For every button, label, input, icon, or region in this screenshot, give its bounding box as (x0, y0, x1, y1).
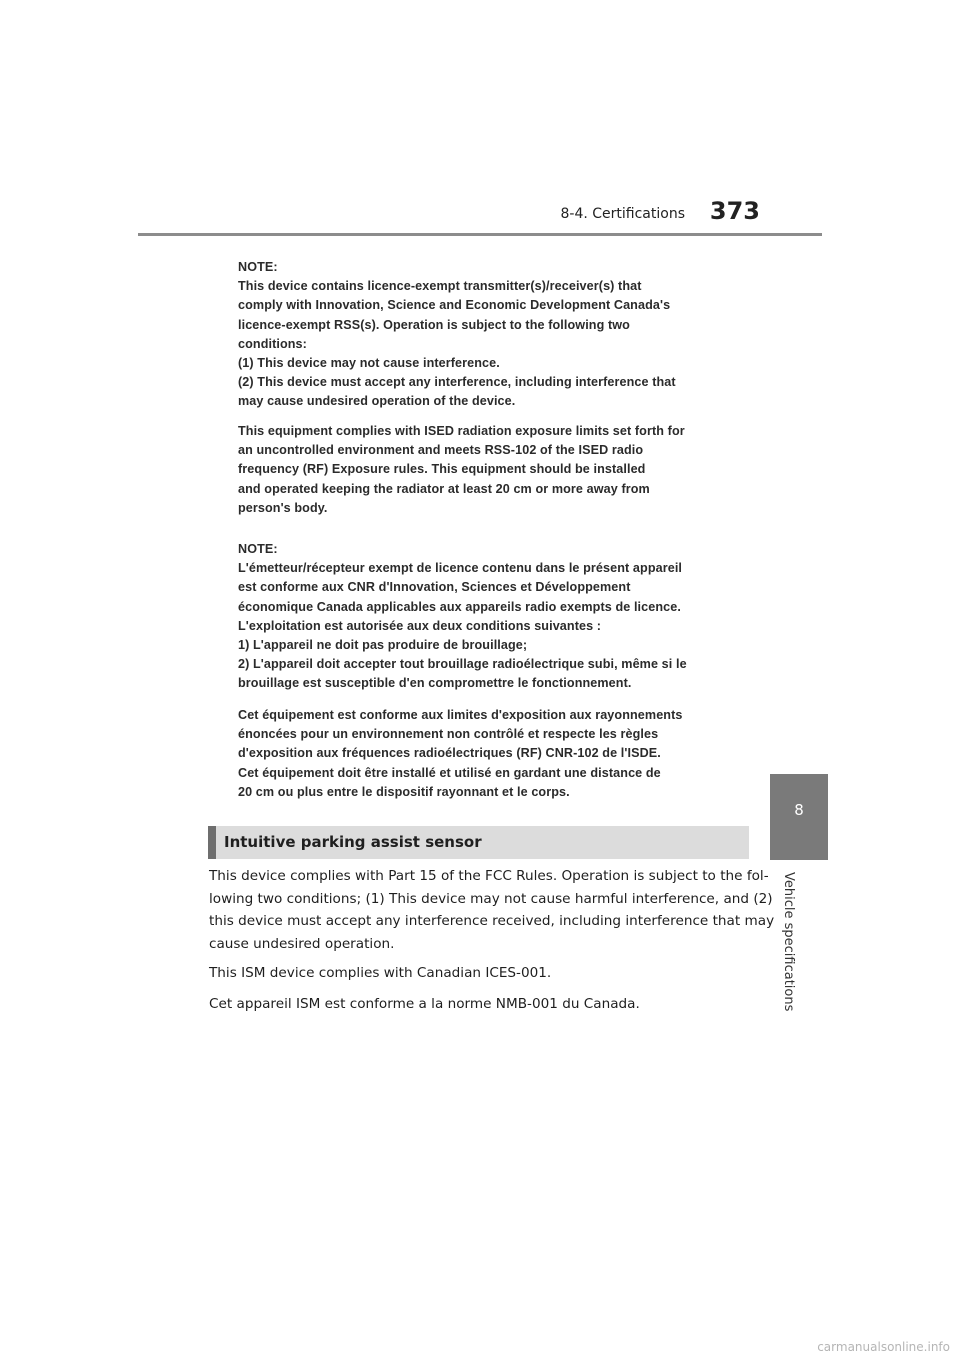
text-line: (1) This device may not cause interference. (238, 356, 500, 371)
french-rf-block (238, 706, 682, 802)
text-line: this device must accept any interference received, including interference that may (209, 913, 775, 929)
chapter-tab-number: 8 (794, 801, 804, 819)
chapter-label: Vehicle specifications (781, 872, 796, 1012)
page-number: 373 (709, 197, 760, 225)
text-line: may cause undesired operation of the device. (238, 394, 516, 409)
text-line: conditions: (238, 336, 307, 351)
text-line: 2) L'appareil doit accepter tout brouillage radioélectrique subi, même si le (238, 657, 687, 672)
text-line: 1) L'appareil ne doit pas produire de brouillage; (238, 638, 528, 653)
text-line: énoncées pour un environnement non contrôlé et respecte les règles (238, 727, 659, 742)
text-line: person's body. (238, 500, 328, 515)
text-line: NOTE: (238, 260, 278, 274)
french-note-block (238, 540, 687, 694)
text-line: frequency (RF) Exposure rules. This equipment should be installed (238, 462, 646, 477)
text-line: This equipment complies with ISED radiation exposure limits set forth for (238, 424, 685, 438)
english-note-block (238, 258, 676, 412)
section-heading (208, 826, 749, 859)
fcc-paragraph (209, 865, 775, 955)
text-line: Cet équipement doit être installé et utilisé en gardant une distance de (238, 765, 661, 780)
chapter-tab[interactable] (770, 774, 828, 860)
text-line: L'exploitation est autorisée aux deux conditions suivantes : (238, 618, 602, 633)
text-line: économique Canada applicables aux appareils radio exempts de licence. (238, 599, 681, 614)
text-line: Cet équipement est conforme aux limites d'exposition aux rayonnements (238, 708, 683, 722)
section-title: 8-4. Certifications (560, 206, 685, 222)
text-line: an uncontrolled environment and meets RSS-102 of the ISED radio (238, 443, 644, 458)
text-line: This device complies with Part 15 of the FCC Rules. Operation is subject to the fol- (209, 868, 769, 884)
section-heading-label: Intuitive parking assist sensor (224, 833, 482, 851)
text-line: and operated keeping the radiator at least 20 cm or more away from (238, 481, 650, 496)
text-line: d'exposition aux fréquences radioélectriques (RF) CNR-102 de l'ISDE. (238, 746, 661, 761)
text-line: cause undesired operation. (209, 935, 395, 952)
header-rule (138, 233, 822, 236)
footer-watermark: carmanualsonline.info (817, 1340, 950, 1354)
text-line: (2) This device must accept any interference, including interference that (238, 375, 676, 390)
text-line: licence-exempt RSS(s). Operation is subject to the following two (238, 317, 630, 332)
text-line: This device contains licence-exempt transmitter(s)/receiver(s) that (238, 279, 642, 294)
nmb-paragraph: Cet appareil ISM est conforme a la norme NMB-001 du Canada. (209, 996, 640, 1012)
ism-paragraph: This ISM device complies with Canadian ICES-001. (209, 965, 552, 981)
heading-accent-bar (208, 826, 216, 859)
text-line: NOTE: (238, 542, 278, 556)
text-line: L'émetteur/récepteur exempt de licence contenu dans le présent appareil (238, 561, 683, 576)
text-line: lowing two conditions; (1) This device may not cause harmful interference, and (2) (209, 890, 773, 907)
text-line: 20 cm ou plus entre le dispositif rayonnant et le corps. (238, 784, 570, 799)
english-rf-block (238, 422, 685, 518)
text-line: est conforme aux CNR d'Innovation, Sciences et Développement (238, 580, 631, 595)
text-line: brouillage est susceptible d'en compromettre le fonctionnement. (238, 676, 632, 691)
text-line: comply with Innovation, Science and Economic Development Canada's (238, 298, 671, 313)
scanned-certification-notice (224, 248, 756, 812)
